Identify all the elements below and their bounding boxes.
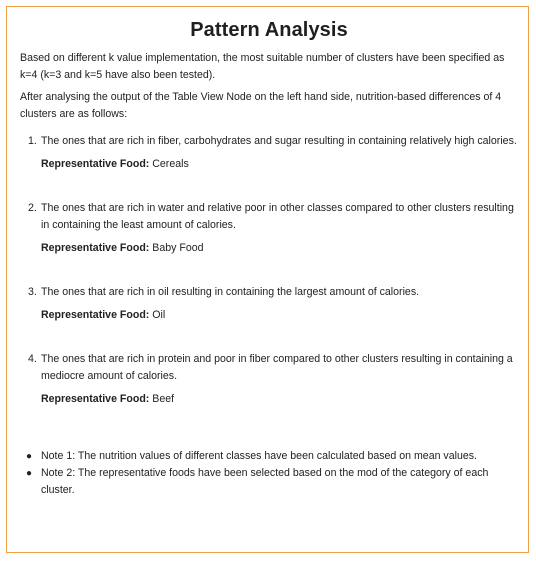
panel-title: Pattern Analysis xyxy=(190,19,348,41)
representative-food xyxy=(41,391,518,407)
representative-food-value: Oil xyxy=(152,309,166,321)
representative-food-label: Representative Food: xyxy=(41,393,150,405)
representative-food-label: Representative Food: xyxy=(41,158,150,170)
pattern-analysis-panel xyxy=(6,6,529,553)
cluster-description: The ones that are rich in protein and poor in fiber compared to other clusters resulting in containing a mediocre amount of calories. xyxy=(41,353,513,382)
representative-food-value: Cereals xyxy=(152,158,189,170)
cluster-item-2 xyxy=(20,200,518,256)
note-text: Note 2: The representative foods have been selected based on the mod of the category of each cluster. xyxy=(41,467,489,496)
cluster-number: 3. xyxy=(28,286,37,298)
bullet-icon: ● xyxy=(26,451,33,462)
representative-food-value: Beef xyxy=(152,393,175,405)
cluster-item-4 xyxy=(20,351,518,407)
cluster-item-3 xyxy=(20,284,518,323)
intro-paragraph-1: Based on different k value implementation, the most suitable number of clusters have been specified as k=4 (k=3 and k=5 have also been tested). xyxy=(20,52,505,81)
cluster-list xyxy=(20,133,518,407)
note-text: Note 1: The nutrition values of different classes have been calculated based on mean values. xyxy=(41,450,477,462)
representative-food-value: Baby Food xyxy=(152,242,204,254)
intro-paragraph-2: After analysing the output of the Table View Node on the left hand side, nutrition-based differences of 4 clusters are as follows: xyxy=(20,91,502,120)
cluster-item-1 xyxy=(20,133,518,172)
bullet-icon: ● xyxy=(26,468,33,479)
note-item-1 xyxy=(20,448,518,465)
cluster-description: The ones that are rich in water and relative poor in other classes compared to other clusters resulting in containing the least amount of calories. xyxy=(41,202,514,231)
cluster-number: 4. xyxy=(28,353,37,365)
note-item-2 xyxy=(20,465,518,499)
representative-food xyxy=(41,156,518,172)
cluster-number: 1. xyxy=(28,135,37,147)
representative-food-label: Representative Food: xyxy=(41,309,150,321)
cluster-number: 2. xyxy=(28,202,37,214)
representative-food xyxy=(41,240,518,256)
representative-food-label: Representative Food: xyxy=(41,242,150,254)
cluster-description: The ones that are rich in oil resulting in containing the largest amount of calories. xyxy=(41,286,420,298)
cluster-description: The ones that are rich in fiber, carbohydrates and sugar resulting in containing relatively high calories. xyxy=(41,135,517,147)
representative-food xyxy=(41,307,518,323)
notes-list xyxy=(20,448,518,499)
